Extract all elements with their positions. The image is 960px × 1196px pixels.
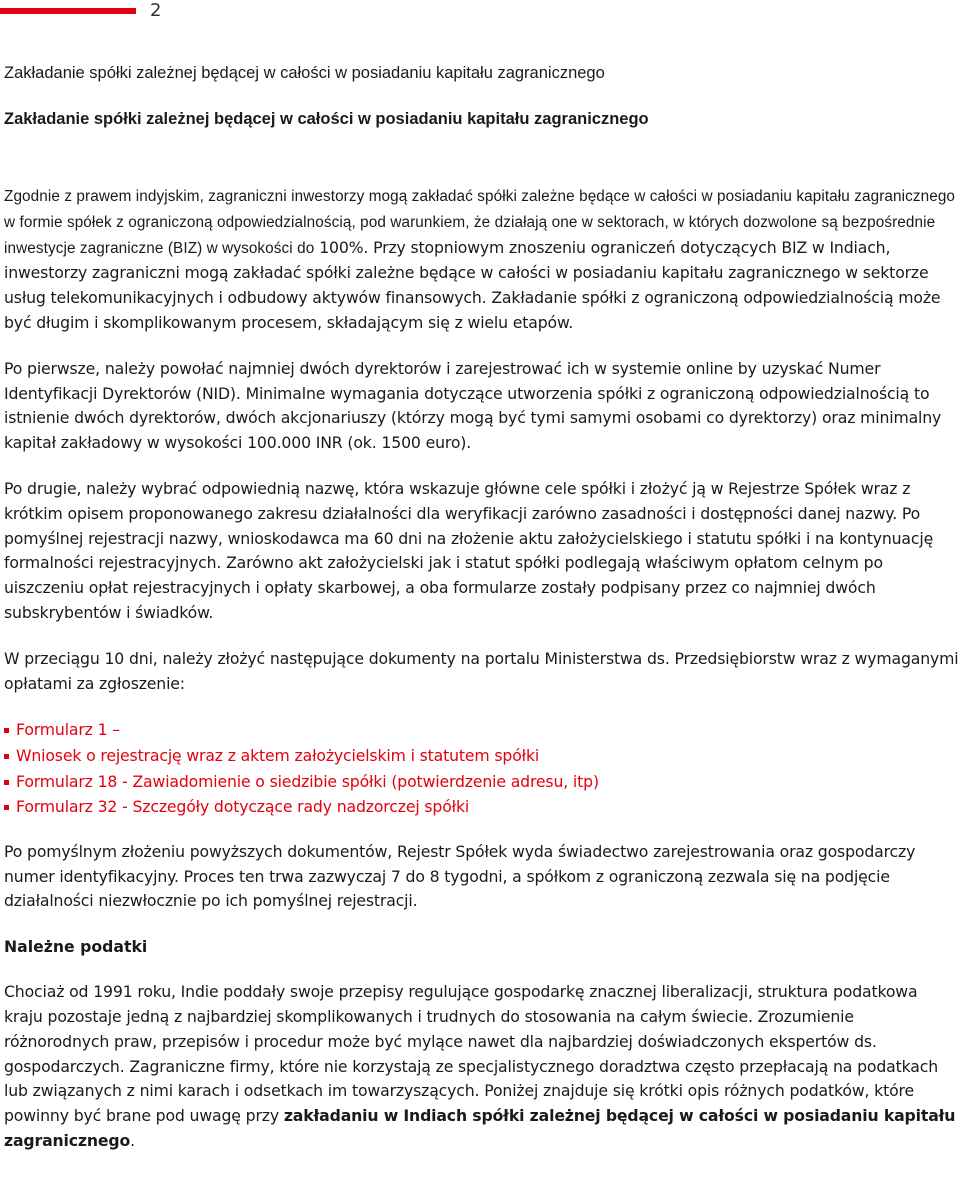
paragraph-taxes-bold: zakładaniu w Indiach spółki zależnej będącej w całości w posiadaniu kapitału zagranicznego: [4, 1106, 956, 1150]
paragraph-taxes: [4, 980, 960, 1154]
paragraph-taxes-end: .: [130, 1130, 135, 1150]
page-number: 2: [150, 0, 162, 21]
paragraph-documents: W przeciągu 10 dni, należy złożyć następujące dokumenty na portalu Ministerstwa ds. Przedsiębiorstw wraz z wymaganymi opłatami za zgłoszenie:: [4, 648, 959, 693]
paragraph-certificate: Po pomyślnym złożeniu powyższych dokumentów, Rejestr Spółek wyda świadectwo zarejestrowania oraz gospodarczy numer identyfikacyjny. Proces ten trwa zazwyczaj 7 do 8 tygodni, a spółkom z ograniczoną zezwala się na podjęcie działalności niezwłocznie po ich pomyślnej rejestracji.: [4, 841, 916, 911]
page-header: [0, 0, 960, 24]
section-title: Zakładanie spółki zależnej będącej w całości w posiadaniu kapitału zagranicznego: [4, 110, 649, 128]
list-item[interactable]: Formularz 1 –: [4, 717, 960, 743]
heading-taxes: Należne podatki: [4, 937, 148, 957]
paragraph-directors: Po pierwsze, należy powołać najmniej dwóch dyrektorów i zarejestrować ich w systemie online by uzyskać Numer Identyfikacji Dyrektorów (NID). Minimalne wymagania dotyczące utworzenia spółki z ograniczoną odpowiedzialnością to istnienie dwóch dyrektorów, dwóch akcjonariuszy (którzy mogą być tymi samymi osobami co dyrektorzy) oraz minimalny kapitał zakładowy w wysokości 100.000 INR (ok. 1500 euro).: [4, 358, 942, 453]
list-item[interactable]: Formularz 32 - Szczegóły dotyczące rady nadzorczej spółki: [4, 794, 960, 820]
paragraph-name-registration: Po drugie, należy wybrać odpowiednią nazwę, która wskazuje główne cele spółki i złożyć ją w Rejestrze Spółek wraz z krótkim opisem proponowanego zakresu działalności dla weryfikacji zarówno zasadności i dostępności danej nazwy. Po pomyślnej rejestracji nazwy, wnioskodawca ma 60 dni na złożenie aktu założycielskiego i statutu spółki i na kontynuację formalności rejestracyjnych. Zarówno akt założycielski jak i statut spółki podlegają właściwym opłatom celnym po uiszczeniu opłat rejestracyjnych i opłaty skarbowej, a oba formularze zostały podpisany przez co najmniej dwóch subskrybentów i świadków.: [4, 478, 934, 622]
header-accent-bar: [0, 8, 136, 14]
documents-list: [4, 717, 960, 819]
list-item[interactable]: Formularz 18 - Zawiadomienie o siedzibie spółki (potwierdzenie adresu, itp): [4, 769, 960, 795]
intro-paragraph: [4, 184, 960, 336]
document-body: [4, 62, 960, 1175]
intro-paragraph-rest: 100%. Przy stopniowym znoszeniu ograniczeń dotyczących BIZ w Indiach, inwestorzy zagraniczni mogą zakładać spółki zależne będące w całości w posiadaniu kapitału zagranicznego w sektorze usług telekomunikacyjnych i odbudowy aktywów finansowych. Zakładanie spółki z ograniczoną odpowiedzialnością może być długim i skomplikowanym procesem, składającym się z wielu etapów.: [4, 237, 941, 332]
list-item[interactable]: Wniosek o rejestrację wraz z aktem założycielskim i statutem spółki: [4, 743, 960, 769]
intro-paragraph-lead: Zgodnie z prawem indyjskim, zagraniczni inwestorzy mogą zakładać spółki zależne będące w całości w posiadaniu kapitału zagranicznego w formie spółek z ograniczoną odpowiedzialnością, pod warunkiem, że działają one w sektorach, w których dozwolone są bezpośrednie inwestycje zagraniczne (BIZ) w wysokości do: [4, 188, 956, 257]
paragraph-taxes-text: Chociaż od 1991 roku, Indie poddały swoje przepisy regulujące gospodarkę znacznej liberalizacji, struktura podatkowa kraju pozostaje jedną z najbardziej skomplikowanych i trudnych do stosowania na całym świecie. Zrozumienie różnorodnych praw, przepisów i procedur może być mylące nawet dla najbardziej doświadczonych ekspertów ds. gospodarczych. Zagraniczne firmy, które nie korzystają ze specjalistycznego doradztwa często przepłacają na podatkach lub związanych z nimi karach i odsetkach im towarzyszących. Poniżej znajduje się krótki opis różnych podatków, które powinny być brane pod uwagę przy: [4, 982, 939, 1126]
document-title: Zakładanie spółki zależnej będącej w całości w posiadaniu kapitału zagranicznego: [4, 64, 605, 82]
